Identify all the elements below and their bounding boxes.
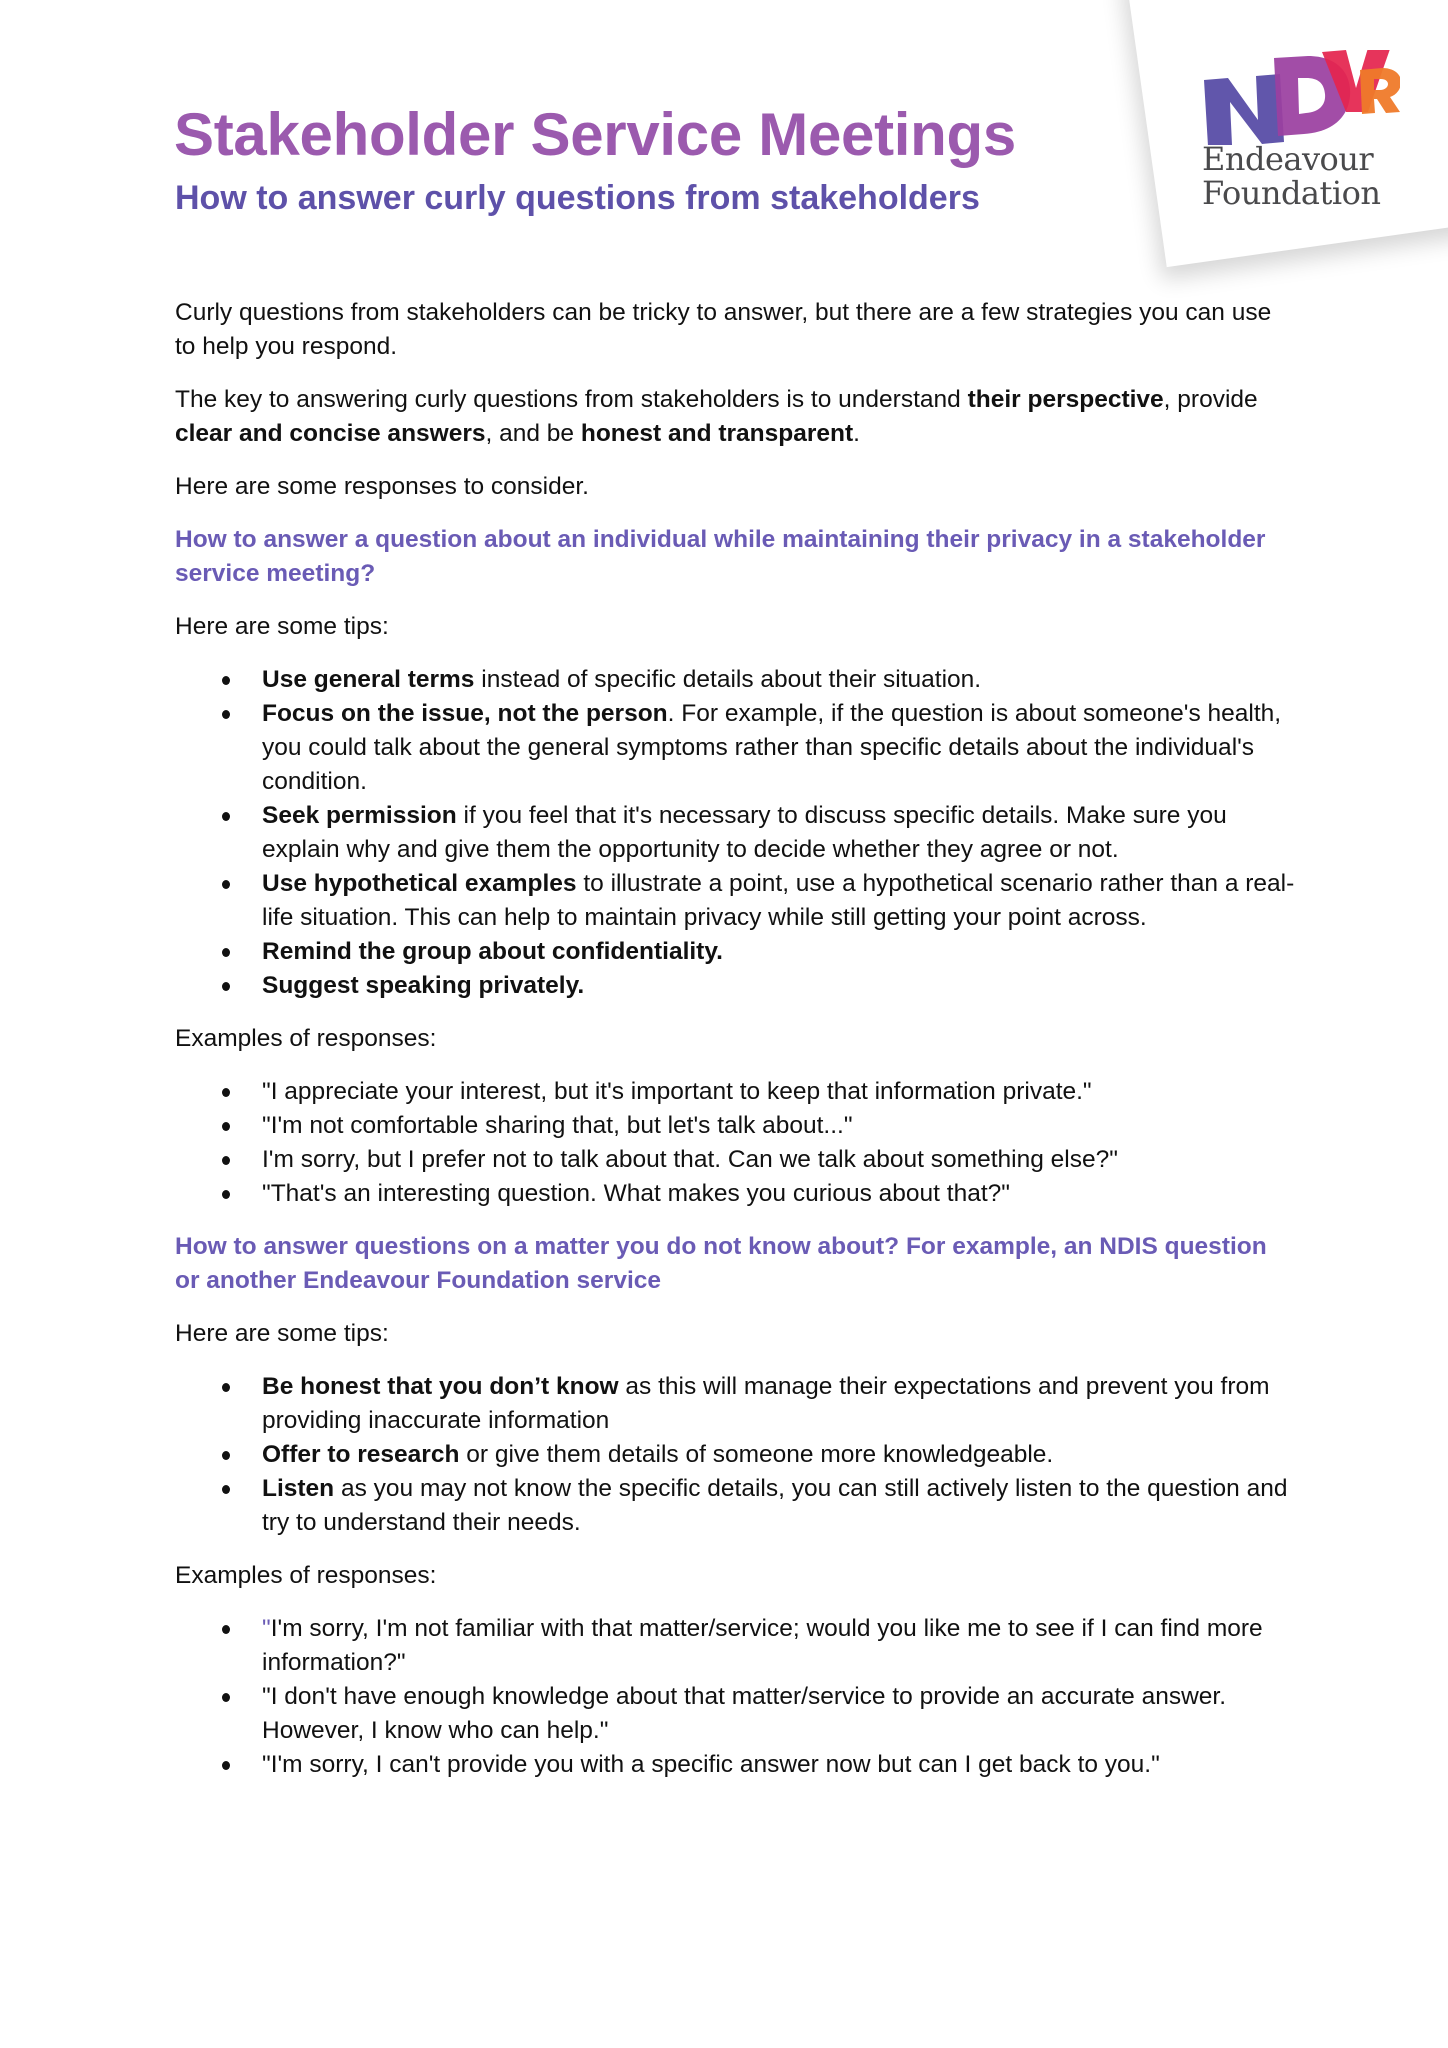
tip-bold: Use general terms (262, 666, 475, 693)
examples-list-unknown-matter (175, 1612, 1295, 1782)
examples-intro: Examples of responses: (175, 1562, 437, 1589)
ndvr-logo-mark-icon (1200, 50, 1400, 145)
logo-wordmark-endeavour: Endeavour (1202, 140, 1374, 178)
list-item: "That's an interesting question. What makes you curious about that?" (175, 1177, 1295, 1211)
tips-intro: Here are some tips: (175, 613, 389, 640)
logo-wordmark-foundation: Foundation (1202, 174, 1381, 212)
tip-text: to illustrate a point, use a hypothetical scenario rather than a real-life situation. This can help to maintain privacy while still getting your point across. (262, 870, 1295, 931)
tip-bold: Offer to research (262, 1441, 460, 1468)
list-item (175, 1612, 1295, 1680)
intro-bold-their-perspective: their perspective (967, 386, 1164, 413)
page-subtitle: How to answer curly questions from stakeholders (175, 179, 980, 217)
tip-bold: Seek permission (262, 802, 457, 829)
list-item (175, 1438, 1295, 1472)
examples-intro: Examples of responses: (175, 1025, 437, 1052)
tip-text: as this will manage their expectations and prevent you from providing inaccurate information (262, 1373, 1270, 1434)
list-item (175, 867, 1295, 935)
tip-bold: Be honest that you don’t know (262, 1373, 619, 1400)
list-item (175, 1472, 1295, 1540)
intro-text: , provide (1163, 386, 1258, 413)
intro-text: . (853, 420, 860, 447)
section-heading-unknown-matter: How to answer questions on a matter you do not know about? For example, an NDIS question or another Endeavour Foundation service (175, 1233, 1267, 1294)
document-body (175, 296, 1295, 1801)
endeavour-foundation-logo (1200, 50, 1410, 220)
tips-intro: Here are some tips: (175, 1320, 389, 1347)
list-item (175, 799, 1295, 867)
page-title: Stakeholder Service Meetings (174, 101, 1016, 168)
tip-text: if you feel that it's necessary to discuss specific details. Make sure you explain why and give them the opportunity to decide whether they agree or not. (262, 802, 1227, 863)
tips-list-unknown-matter (175, 1370, 1295, 1540)
examples-list-privacy (175, 1075, 1295, 1211)
tip-bold: Suggest speaking privately. (262, 972, 585, 999)
list-item: "I don't have enough knowledge about that matter/service to provide an accurate answer. However, I know who can help." (175, 1680, 1295, 1748)
intro-bold-honest-transparent: honest and transparent (580, 420, 854, 447)
tips-list-privacy (175, 663, 1295, 1003)
list-item: "I'm not comfortable sharing that, but let's talk about..." (175, 1109, 1295, 1143)
intro-paragraph-3: Here are some responses to consider. (175, 473, 589, 500)
list-item: "I appreciate your interest, but it's important to keep that information private." (175, 1075, 1295, 1109)
tip-bold: Remind the group about confidentiality. (262, 938, 723, 965)
intro-text: The key to answering curly questions from stakeholders is to understand (175, 386, 968, 413)
intro-bold-clear-answers: clear and concise answers (175, 420, 486, 447)
logo-letter-r (1360, 68, 1400, 114)
purple-open-quote: " (262, 1615, 271, 1642)
list-item (175, 697, 1295, 799)
tip-text: . For example, if the question is about someone's health, you could talk about the general symptoms rather than specific details about the individual's condition. (262, 700, 1282, 795)
logo-letter-n (1204, 74, 1284, 145)
list-item (175, 969, 1295, 1003)
intro-paragraph-1: Curly questions from stakeholders can be tricky to answer, but there are a few strategies you can use to help you respond. (175, 299, 1272, 360)
list-item (175, 935, 1295, 969)
tip-text: instead of specific details about their situation. (474, 666, 982, 693)
tip-text: as you may not know the specific details, you can still actively listen to the question and try to understand their needs. (262, 1475, 1288, 1536)
tip-bold: Use hypothetical examples (262, 870, 577, 897)
tip-bold: Focus on the issue, not the person (262, 700, 668, 727)
list-item: "I'm sorry, I can't provide you with a specific answer now but can I get back to you." (175, 1748, 1295, 1782)
tip-bold: Listen (262, 1475, 335, 1502)
intro-paragraph-2 (175, 383, 1295, 451)
example-text: I'm sorry, I'm not familiar with that matter/service; would you like me to see if I can find more information?" (262, 1615, 1263, 1676)
list-item (175, 1370, 1295, 1438)
section-heading-privacy: How to answer a question about an individual while maintaining their privacy in a stakeholder service meeting? (175, 526, 1266, 587)
intro-text: , and be (485, 420, 581, 447)
list-item (175, 663, 1295, 697)
list-item: I'm sorry, but I prefer not to talk about that. Can we talk about something else?" (175, 1143, 1295, 1177)
tip-text: or give them details of someone more knowledgeable. (459, 1441, 1054, 1468)
